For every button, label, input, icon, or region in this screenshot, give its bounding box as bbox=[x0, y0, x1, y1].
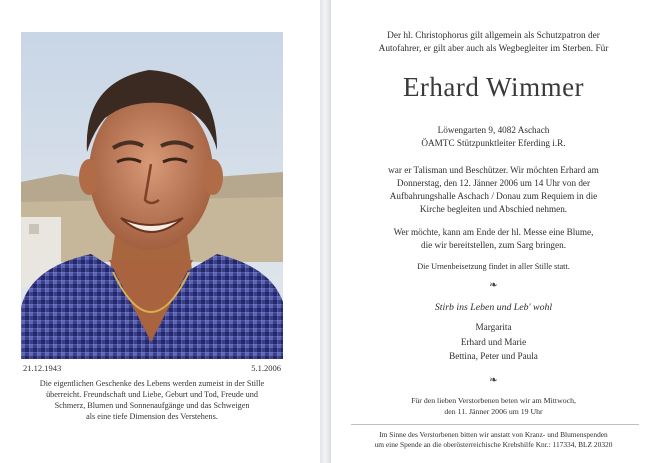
occupation-line: ÖAMTC Stützpunktleiter Eferding i.R. bbox=[421, 138, 566, 148]
family-member: Bettina, Peter und Paula bbox=[449, 351, 538, 361]
flower-line: Wer möchte, kann am Ende der hl. Messe eine Blume, bbox=[393, 227, 594, 237]
prayer-line: Für den lieben Verstorbenen beten wir am Mittwoch, bbox=[411, 396, 576, 405]
urn-note: Die Urnenbeisetzung findet in aller Stille statt. bbox=[417, 262, 570, 271]
ornament-icon: ❧ bbox=[489, 280, 498, 291]
flower-line: die wir bereitstellen, zum Sarg bringen. bbox=[420, 240, 566, 250]
quote-line: als eine tiefe Dimension des Verstehens. bbox=[86, 412, 218, 421]
announcement-line: Aufbahrungshalle Aschach / Donau zum Requiem in die bbox=[389, 191, 598, 201]
farewell-line: Stirb ins Leben und Leb' wohl bbox=[434, 302, 553, 313]
prayer-note bbox=[331, 396, 655, 417]
prayer-line: den 11. Jänner 2006 um 19 Uhr bbox=[444, 406, 543, 416]
intro-line: Der hl. Christophorus gilt allgemein als Schutzpatron der bbox=[387, 31, 600, 41]
intro-text bbox=[331, 30, 655, 56]
address-line: Löwengarten 9, 4082 Aschach bbox=[437, 125, 550, 135]
quote-line: Die eigentlichen Geschenke des Lebens werden zumeist in der Stille bbox=[39, 379, 265, 388]
announcement-line: war er Talisman und Beschützer. Wir möchten Erhard am bbox=[388, 165, 599, 175]
family-member: Margarita bbox=[475, 322, 512, 332]
funeral-announcement bbox=[331, 164, 655, 216]
memorial-quote bbox=[21, 378, 283, 422]
quote-line: überreicht. Freundschaft und Liebe, Geburt und Tod, Freude und bbox=[46, 390, 258, 399]
announcement-line: Kirche begleiten und Abschied nehmen. bbox=[419, 204, 568, 214]
family-member: Erhard und Marie bbox=[460, 336, 527, 347]
divider bbox=[351, 424, 639, 425]
family-list bbox=[331, 320, 655, 364]
death-date: 5.1.2006 bbox=[251, 363, 281, 373]
quote-line: Schmerz, Blumen und Sonnenaufgänge und das Schweigen bbox=[54, 401, 250, 410]
donation-line: um eine Spende an die oberösterreichische Krebshilfe Knr.: 117334, BLZ 20320 bbox=[374, 440, 613, 449]
portrait-illustration bbox=[21, 32, 283, 359]
deceased-name: Erhard Wimmer bbox=[402, 72, 585, 102]
card-fold bbox=[320, 0, 330, 463]
birth-date: 21.12.1943 bbox=[23, 363, 62, 373]
flower-note bbox=[331, 226, 655, 252]
donation-note bbox=[331, 430, 655, 450]
address-block bbox=[331, 124, 655, 150]
ornament-icon: ❧ bbox=[489, 375, 498, 386]
right-card bbox=[330, 0, 655, 463]
left-card bbox=[0, 0, 320, 463]
portrait-photo bbox=[21, 32, 283, 359]
donation-line: Im Sinne des Verstorbenen bitten wir anstatt von Kranz- und Blumenspenden bbox=[379, 430, 608, 439]
announcement-line: Donnerstag, den 12. Jänner 2006 um 14 Uhr von der bbox=[396, 178, 591, 188]
intro-line: Autofahrer, er gilt aber auch als Wegbegleiter im Sterben. Für bbox=[378, 44, 609, 54]
